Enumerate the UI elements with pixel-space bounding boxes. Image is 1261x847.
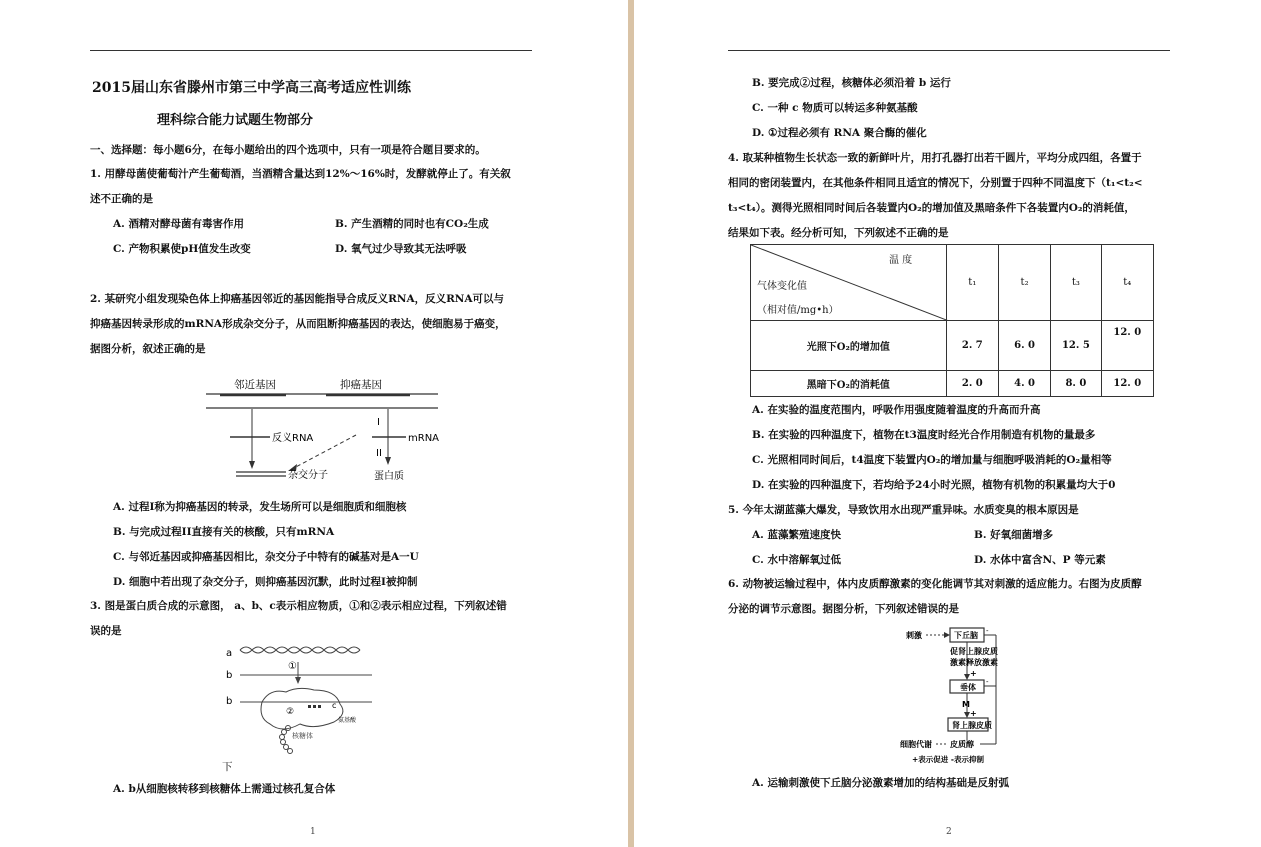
q5-stem: 5. 今年太湖蓝藻大爆发，导致饮用水出现严重异味。水质变臭的根本原因是 [728,504,1079,516]
q4-stem-cont3: 结果如下表。经分析可知，下列叙述不正确的是 [728,227,949,239]
q4-option-a: A. 在实验的温度范围内，呼吸作用强度随着温度的升高而升高 [752,404,1041,416]
label-b-bottom: b [226,696,233,707]
q4-stem-cont: 相同的密闭装置内，在其他条件相同且适宜的情况下，分别置于四种不同温度下（t₁<t₂< [728,177,1143,189]
ribosome-label: 核糖体 [292,732,313,740]
diagram-legend: +表示促进 -表示抑制 [912,755,985,764]
inhibit-sign: - [986,627,989,635]
header-rule [728,50,1170,51]
q2-option-c: C. 与邻近基因或抑癌基因相比，杂交分子中特有的碱基对是A一U [113,551,419,563]
section-heading: 一、选择题：每小题6分，在每小题给出的四个选项中，只有一项是符合题目要求的。 [90,144,486,156]
row-label-dark: 黑暗下O₂的消耗值 [751,371,947,397]
pituitary-label: 垂体 [960,683,976,692]
protein-synthesis-diagram [222,642,382,774]
neighbor-gene-label: 邻近基因 [234,379,276,391]
label-b-top: b [226,670,233,681]
q4-option-d: D. 在实验的四种温度下，若均给予24小时光照，植物有机物的积累量均大于0 [752,479,1116,491]
q6-stem-cont: 分泌的调节示意图。据图分析，下列叙述错误的是 [728,603,959,615]
q4-option-c: C. 光照相同时间后，t4温度下装置内O₂的增加量与细胞呼吸消耗的O₂量相等 [752,454,1112,466]
protein-label: 蛋白质 [374,471,404,482]
header-rule [90,50,532,51]
antisense-rna-label: 反义RNA [272,433,314,444]
header-temperature: 温 度 [889,255,913,266]
q5-option-c: C. 水中溶解氧过低 [752,554,841,566]
q2-option-a: A. 过程I称为抑癌基因的转录，发生场所可以是细胞质和细胞核 [113,501,407,513]
page-number: 2 [946,827,952,837]
table-cell: 2. 0 [946,371,998,397]
step-2-label: II [376,448,382,459]
q3-option-c: C. 一种 c 物质可以转运多种氨基酸 [752,102,918,114]
page-2 [634,0,1261,847]
q4-stem-cont2: t₃<t₄）。测得光照相同时间后各装置内O₂的增加值及黑暗条件下各装置内O₂的消耗值， [728,202,1135,214]
q6-option-a: A. 运输刺激使下丘脑分泌激素增加的结构基础是反射弧 [752,777,1009,789]
inhibit-sign: - [986,678,989,686]
header-gas: 气体变化值 [757,281,807,292]
crh-label-1: 促肾上腺皮质 [950,647,998,656]
q1-stem-cont: 述不正确的是 [90,193,153,205]
q3-option-b: B. 要完成②过程，核糖体必须沿着 b 运行 [752,77,951,89]
q2-option-b: B. 与完成过程II直接有关的核酸，只有mRNA [113,526,335,538]
q4-stem: 4. 取某种植物生长状态一致的新鲜叶片，用打孔器打出若干圆片，平均分成四组，各置于 [728,152,1142,164]
crh-label-2: 激素释放激素 [950,658,998,667]
promote-sign: + [970,709,977,718]
hypothalamus-label: 下丘脑 [954,631,978,640]
q2-option-d: D. 细胞中若出现了杂交分子，则抑癌基因沉默，此时过程I被抑制 [113,576,418,588]
q3-option-d: D. ①过程必须有 RNA 聚合酶的催化 [752,127,927,139]
adrenal-cortex-label: 肾上腺皮质 [952,721,992,730]
o2-data-table [750,244,1154,397]
table-cell: 12. 0 [1101,371,1153,397]
q3-stem-cont: 误的是 [90,625,122,637]
step-1-label: I [377,417,380,428]
promote-sign: + [970,669,977,678]
page-subtitle: 理科综合能力试题生物部分 [157,113,314,128]
q3-option-a: A. b从细胞核转移到核糖体上需通过核孔复合体 [113,783,336,795]
suppressor-gene-label: 抑癌基因 [340,379,382,391]
col-header: t₃ [1051,245,1101,321]
q6-stem: 6. 动物被运输过程中，体内皮质醇激素的变化能调节其对刺激的适应能力。右图为皮质醇 [728,578,1142,590]
stimulus-label: 刺激 [906,631,922,640]
header-unit: （相对值/mg•h） [757,305,839,316]
q1-option-a: A. 酒精对酵母菌有毒害作用 [113,218,244,230]
label-a: a [226,648,233,659]
table-cell: 8. 0 [1051,371,1101,397]
q2-stem: 2. 某研究小组发现染色体上抑癌基因邻近的基因能指导合成反义RNA，反义RNA可以与 [90,293,505,305]
process-1-label: ① [288,661,297,672]
q1-option-d: D. 氧气过少导致其无法呼吸 [335,243,467,255]
col-header: t₄ [1101,245,1153,321]
table-cell: 12. 0 [1101,321,1153,371]
table-cell: 2. 7 [946,321,998,371]
q4-option-b: B. 在实验的四种温度下，植物在t3温度时经光合作用制造有机物的量最多 [752,429,1096,441]
page-1 [0,0,628,847]
label-c: c [332,701,337,710]
table-cell: 4. 0 [998,371,1050,397]
q2-stem-cont2: 据图分析，叙述正确的是 [90,343,206,355]
table-cell: 12. 5 [1051,321,1101,371]
q2-stem-cont: 抑癌基因转录形成的mRNA形成杂交分子，从而阻断抑癌基因的表达，使细胞易于癌变， [90,318,506,330]
q5-option-b: B. 好氧细菌增多 [974,529,1054,541]
q5-option-d: D. 水体中富含N、P 等元素 [974,554,1106,566]
col-header: t₂ [998,245,1050,321]
page-number: 1 [310,827,316,837]
hybrid-label: 杂交分子 [288,470,328,481]
figure-caption-below: 下 [222,761,233,773]
col-header: t₁ [946,245,998,321]
q3-stem: 3. 图是蛋白质合成的示意图， a、b、c表示相应物质，①和②表示相应过程，下列叙述错 [90,600,507,612]
q1-option-c: C. 产物积累使pH值发生改变 [113,243,251,255]
m-label: M [962,700,970,709]
table-diagonal-header [751,245,947,321]
table-cell: 6. 0 [998,321,1050,371]
amino-acid-label: 氨基酸 [338,717,357,724]
cortisol-label: 皮质醇 [950,740,974,749]
mrna-label: mRNA [408,433,440,444]
q1-stem: 1. 用酵母菌使葡萄汁产生葡萄酒，当酒精含量达到12%～16%时，发酵就停止了。有关叙 [90,168,511,180]
cortisol-regulation-diagram [900,624,1050,766]
row-label-light: 光照下O₂的增加值 [751,321,947,371]
page-title: 2015届山东省滕州市第三中学高三高考适应性训练 [92,80,411,96]
q5-option-a: A. 蓝藻繁殖速度快 [752,529,841,541]
q1-option-b: B. 产生酒精的同时也有CO₂生成 [335,218,489,230]
process-2-label: ② [286,707,295,717]
metabolism-label: 细胞代谢 [900,740,932,749]
gene-expression-diagram [200,375,450,487]
